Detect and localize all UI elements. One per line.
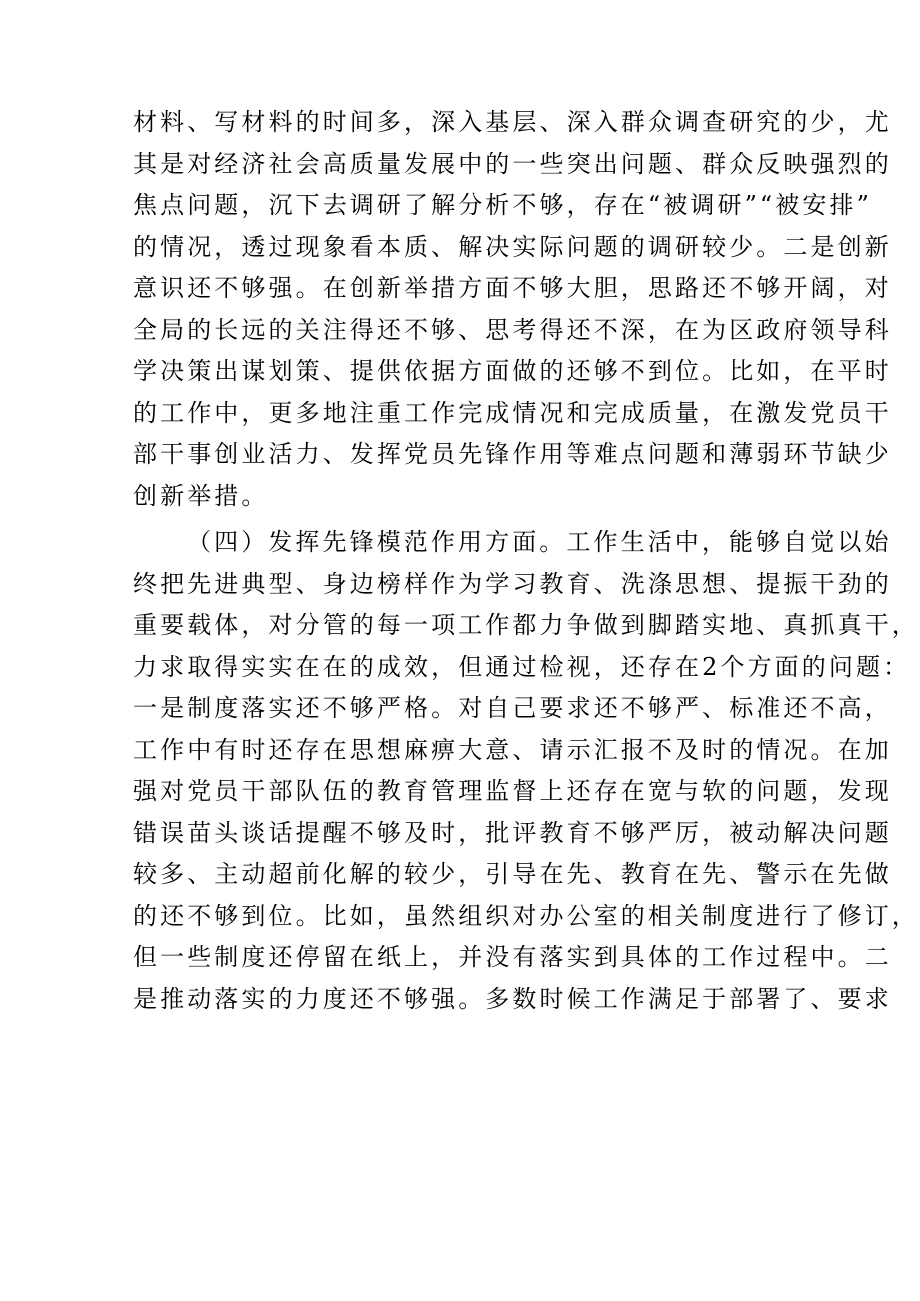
text-line: 较多、主动超前化解的较少，引导在先、教育在先、警示在先做 — [133, 860, 892, 888]
text-line: 力求取得实实在在的成效，但通过检视，还存在2个方面的问题： — [133, 652, 911, 681]
text-line: 重要载体，对分管的每一项工作都力争做到脚踏实地、真抓真干， — [133, 611, 919, 639]
text-line: 但一些制度还停留在纸上，并没有落实到具体的工作过程中。二 — [133, 943, 892, 971]
text-line: 全局的长远的关注得还不够、思考得还不深，在为区政府领导科 — [133, 315, 892, 344]
text-line: 焦点问题，沉下去调研了解分析不够，存在“被调研”“被安排” — [133, 191, 872, 219]
text-line: 意识还不够强。在创新举措方面不够大胆，思路还不够开阔，对 — [133, 274, 892, 302]
text-line: 部干事创业活力、发挥党员先锋作用等难点问题和薄弱环节缺少 — [133, 440, 892, 468]
text-line: 创新举措。 — [133, 481, 269, 510]
text-line: 一是制度落实还不够严格。对自己要求还不够严、标准还不高， — [133, 694, 892, 722]
text-line: 的情况，透过现象看本质、解决实际问题的调研较少。二是创新 — [133, 232, 892, 261]
paragraph-2 — [133, 522, 919, 1020]
text-line: 的还不够到位。比如，虽然组织对办公室的相关制度进行了修订， — [133, 901, 919, 930]
text-line-indented: （四）发挥先锋模范作用方面。工作生活中，能够自觉以始 — [187, 528, 892, 556]
text-line: 学决策出谋划策、提供依据方面做的还够不到位。比如，在平时 — [133, 357, 892, 385]
text-line: 终把先进典型、身边榜样作为学习教育、洗涤思想、提振干劲的 — [133, 569, 892, 598]
text-line: 错误苗头谈话提醒不够及时，批评教育不够严厉，被动解决问题 — [133, 818, 892, 847]
text-line: 强对党员干部队伍的教育管理监督上还存在宽与软的问题，发现 — [133, 777, 892, 805]
text-line: 的工作中，更多地注重工作完成情况和完成质量，在激发党员干 — [133, 398, 892, 427]
text-line: 其是对经济社会高质量发展中的一些突出问题、群众反映强烈的 — [133, 149, 892, 178]
text-line: 材料、写材料的时间多，深入基层、深入群众调查研究的少，尤 — [133, 108, 892, 136]
text-line: 工作中有时还存在思想麻痹大意、请示汇报不及时的情况。在加 — [133, 735, 892, 764]
text-line: 是推动落实的力度还不够强。多数时候工作满足于部署了、要求 — [133, 984, 892, 1013]
document-body — [133, 102, 919, 1020]
paragraph-1 — [133, 102, 892, 517]
